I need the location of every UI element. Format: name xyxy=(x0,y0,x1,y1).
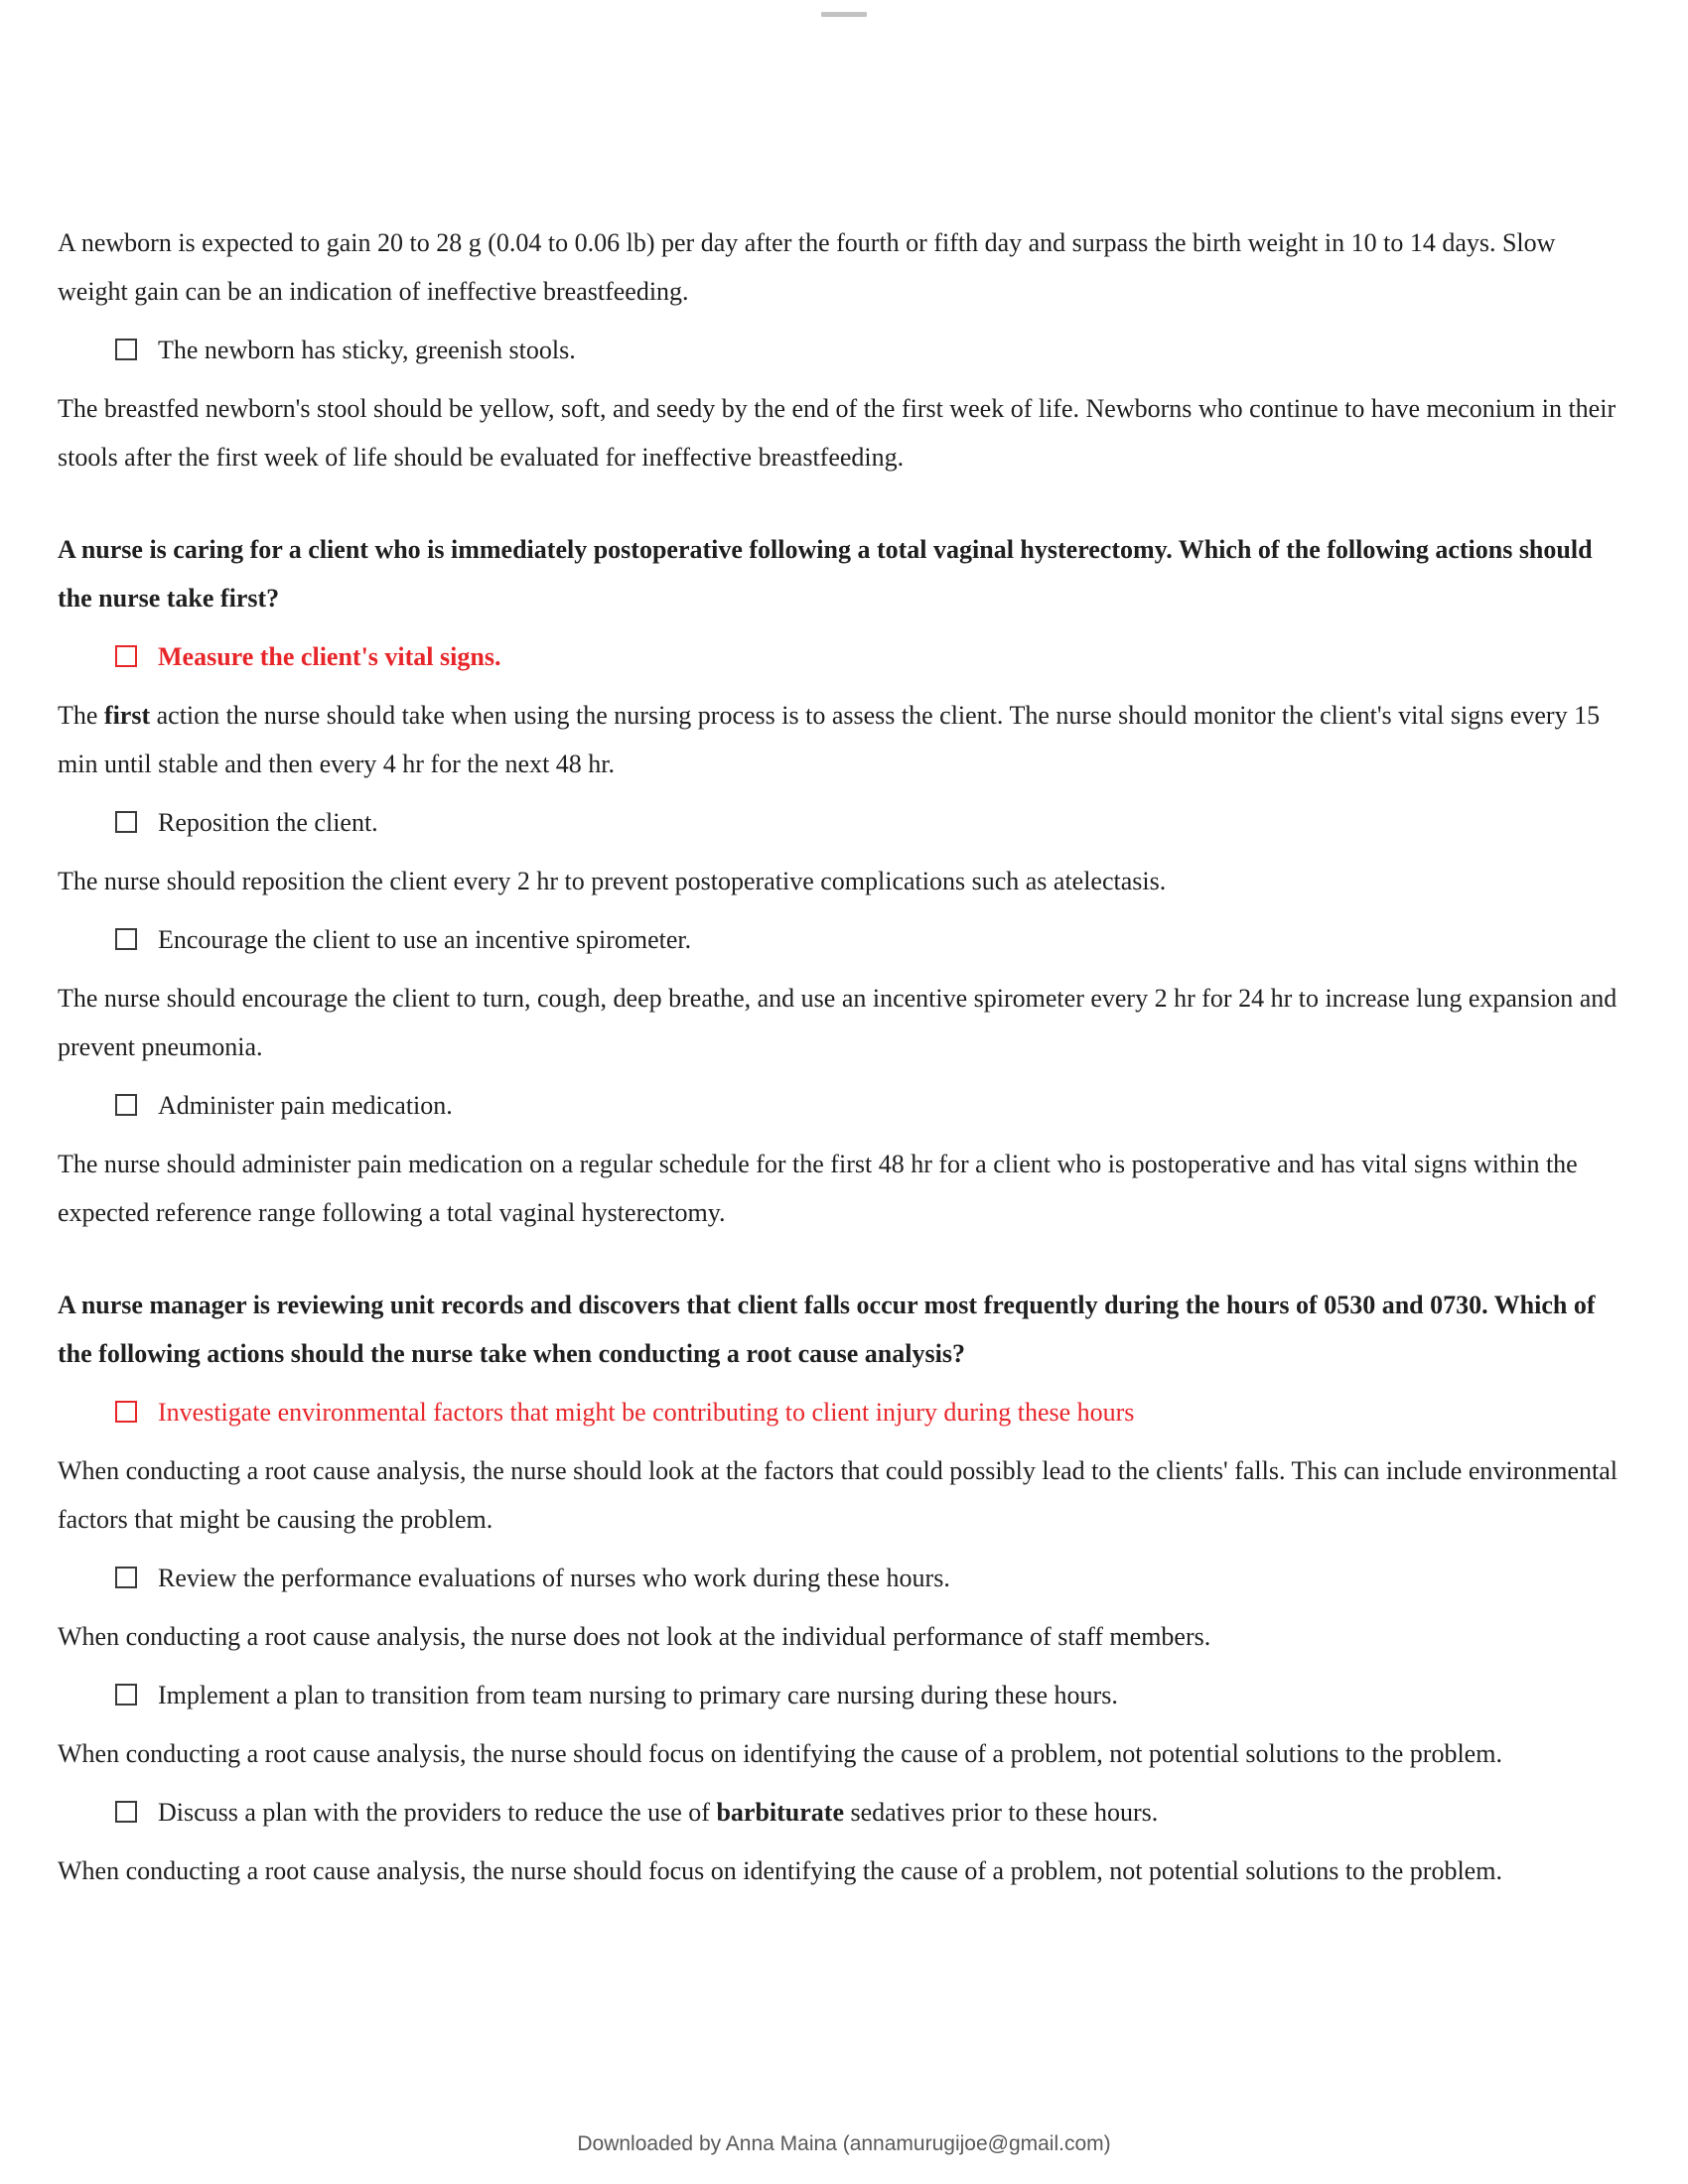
rationale-paragraph: The nurse should reposition the client every 2 hr to prevent postoperative complications such as atelectasis. xyxy=(58,867,1167,895)
answer-option-correct[interactable] xyxy=(58,632,1630,681)
bold-term: first xyxy=(103,701,151,730)
text-segment: Discuss a plan with the providers to reduce the use of xyxy=(158,1798,717,1827)
option-label xyxy=(158,1788,1158,1837)
answer-option[interactable] xyxy=(58,1788,1630,1837)
rationale-paragraph: When conducting a root cause analysis, the nurse does not look at the individual performance of staff members. xyxy=(58,1622,1211,1651)
answer-option-correct[interactable] xyxy=(58,1388,1630,1436)
checkbox-icon[interactable] xyxy=(115,1567,137,1588)
answer-option[interactable] xyxy=(58,1554,1630,1602)
rationale-paragraph: A newborn is expected to gain 20 to 28 g (0.04 to 0.06 lb) per day after the fourth or fifth day and surpass the birth weight in 10 to 14 days. Slow weight gain can be an indication of ineffective breastfeeding. xyxy=(58,228,1556,306)
option-label: Implement a plan to transition from team nursing to primary care nursing during these hours. xyxy=(158,1681,1118,1709)
checkbox-icon[interactable] xyxy=(115,928,137,950)
checkbox-icon[interactable] xyxy=(115,645,137,667)
checkbox-icon[interactable] xyxy=(115,339,137,360)
option-label: Encourage the client to use an incentive spirometer. xyxy=(158,925,692,954)
rationale-paragraph: The breastfed newborn's stool should be yellow, soft, and seedy by the end of the first week of life. Newborns who continue to have meconium in their stools after the first week of life should be evaluated for ineffective breastfeeding. xyxy=(58,394,1617,472)
text-segment: The xyxy=(58,701,104,730)
option-label: Investigate environmental factors that might be contributing to client injury during these hours xyxy=(158,1398,1135,1427)
rationale-paragraph: The nurse should encourage the client to turn, cough, deep breathe, and use an incentive spirometer every 2 hr for 24 hr to increase lung expansion and prevent pneumonia. xyxy=(58,984,1618,1061)
document-content xyxy=(58,218,1630,1895)
rationale-paragraph: When conducting a root cause analysis, the nurse should look at the factors that could possibly lead to the clients' falls. This can include environmental factors that might be causing the problem. xyxy=(58,1456,1618,1534)
rationale-paragraph: The nurse should administer pain medication on a regular schedule for the first 48 hr for a client who is postoperative and has vital signs within the expected reference range following a total vaginal hysterectomy. xyxy=(58,1150,1578,1227)
rationale-paragraph xyxy=(58,691,1630,788)
text-segment: sedatives prior to these hours. xyxy=(844,1798,1159,1827)
question-text: A nurse manager is reviewing unit records and discovers that client falls occur most frequently during the hours of 0530 and 0730. Which of the following actions should the nurse take when conducting a root cause analysis? xyxy=(58,1291,1596,1368)
tiny-header-text xyxy=(821,12,867,17)
answer-option[interactable] xyxy=(58,326,1630,374)
answer-option[interactable] xyxy=(58,1671,1630,1719)
checkbox-icon[interactable] xyxy=(115,811,137,833)
option-label: Administer pain medication. xyxy=(158,1091,453,1120)
question-text: A nurse is caring for a client who is immediately postoperative following a total vaginal hysterectomy. Which of the following actions should the nurse take first? xyxy=(58,535,1593,613)
option-label: Measure the client's vital signs. xyxy=(158,642,501,671)
checkbox-icon[interactable] xyxy=(115,1684,137,1706)
text-segment: action the nurse should take when using the nursing process is to assess the client. The nurse should monitor the client's vital signs every 15 min until stable and then every 4 hr for the next 48 hr. xyxy=(58,701,1601,778)
bold-term: barbiturate xyxy=(716,1798,845,1827)
answer-option[interactable] xyxy=(58,1081,1630,1130)
option-label: Review the performance evaluations of nurses who work during these hours. xyxy=(158,1564,950,1592)
checkbox-icon[interactable] xyxy=(115,1094,137,1116)
checkbox-icon[interactable] xyxy=(115,1401,137,1423)
rationale-paragraph: When conducting a root cause analysis, the nurse should focus on identifying the cause of a problem, not potential solutions to the problem. xyxy=(58,1856,1502,1885)
answer-option[interactable] xyxy=(58,915,1630,964)
download-attribution-footer: Downloaded by Anna Maina (annamurugijoe@gmail.com) xyxy=(577,2132,1111,2155)
answer-option[interactable] xyxy=(58,798,1630,847)
checkbox-icon[interactable] xyxy=(115,1801,137,1823)
rationale-paragraph: When conducting a root cause analysis, the nurse should focus on identifying the cause of a problem, not potential solutions to the problem. xyxy=(58,1739,1502,1768)
option-label: Reposition the client. xyxy=(158,808,378,837)
option-label: The newborn has sticky, greenish stools. xyxy=(158,336,576,364)
